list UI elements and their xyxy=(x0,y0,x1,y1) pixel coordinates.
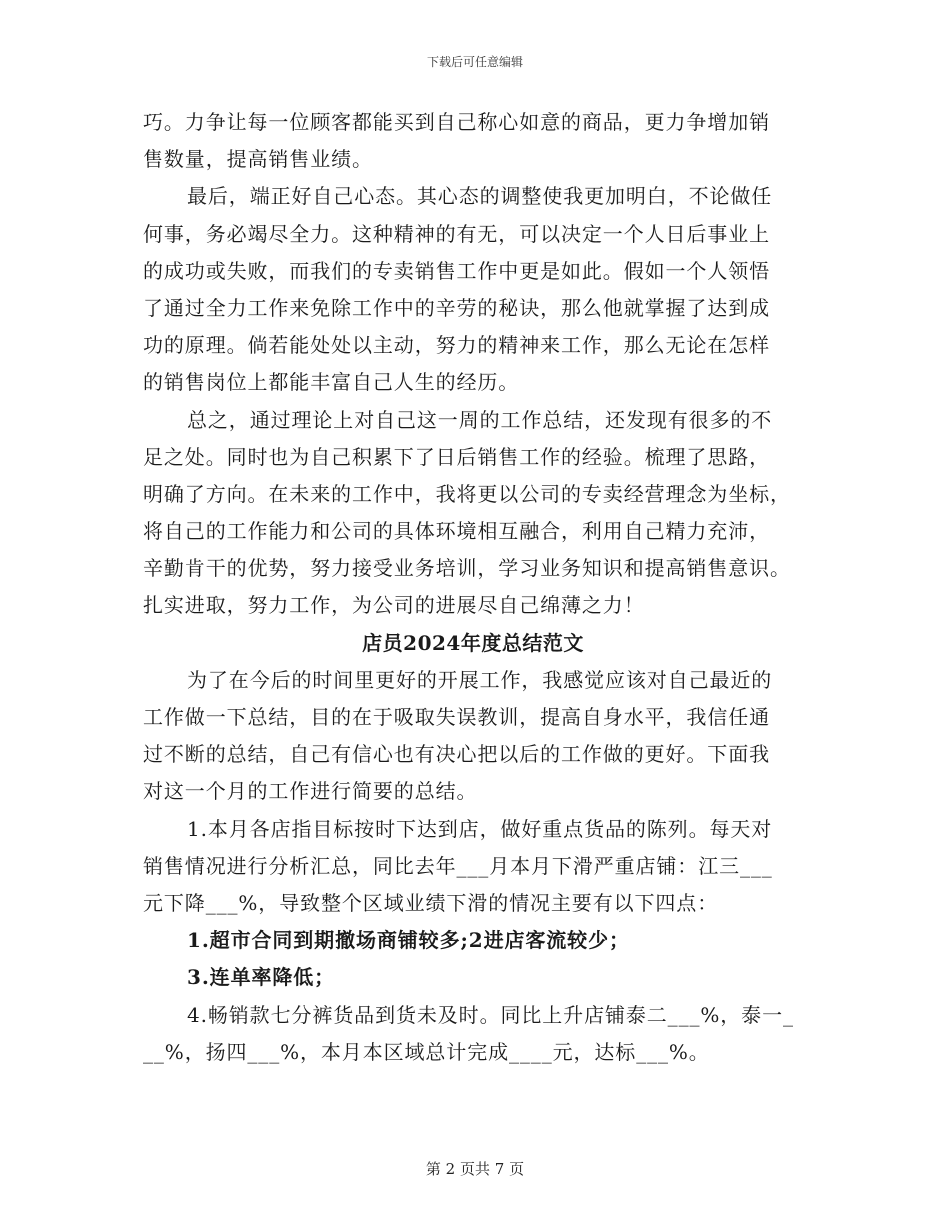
section-title: 店员2024年度总结范文 xyxy=(362,630,584,655)
list-item-bold: 3.连单率降低； xyxy=(187,965,336,990)
paragraph-line: 过不断的总结，自己有信心也有决心把以后的工作做的更好。下面我 xyxy=(143,742,770,767)
paragraph-line: 的销售岗位上都能丰富自己人生的经历。 xyxy=(143,370,520,395)
paragraph-line: 巧。力争让每一位顾客都能买到自己称心如意的商品，更力争增加销 xyxy=(143,110,770,134)
page-header: 下载后可任意编辑 xyxy=(426,55,523,69)
paragraph-line: 销售情况进行分析汇总，同比去年___月本月下滑严重店铺：江三___ xyxy=(143,853,773,878)
paragraph-line: 明确了方向。在未来的工作中，我将更以公司的专卖经营理念为坐标， xyxy=(143,481,791,506)
paragraph-line: 了通过全力工作来免除工作中的辛劳的秘诀，那么他就掌握了达到成 xyxy=(143,295,770,320)
paragraph-line: 工作做一下总结，目的在于吸取失误教训，提高自身水平，我信任通 xyxy=(143,705,770,729)
list-item-bold: 1.超市合同到期撤场商铺较多;2进店客流较少； xyxy=(187,928,630,953)
paragraph-line: 4.畅销款七分裤货品到货未及时。同比上升店铺泰二___%，泰一_ xyxy=(187,1002,794,1027)
paragraph-line: 辛勤肯干的优势，努力接受业务培训，学习业务知识和提高销售意识。 xyxy=(143,556,791,581)
paragraph-line: 扎实进取，努力工作，为公司的进展尽自己绵薄之力！ xyxy=(143,593,645,618)
paragraph-line: 足之处。同时也为自己积累下了日后销售工作的经验。梳理了思路， xyxy=(143,444,770,469)
document-body xyxy=(143,104,803,1071)
paragraph-line: 售数量，提高销售业绩。 xyxy=(143,147,373,172)
paragraph-line: 最后，端正好自己心态。其心态的调整使我更加明白，不论做任 xyxy=(187,184,773,209)
paragraph-line: 功的原理。倘若能处处以主动，努力的精神来工作，那么无论在怎样 xyxy=(143,333,770,358)
paragraph-line: 的成功或失败，而我们的专卖销售工作中更是如此。假如一个人领悟 xyxy=(143,258,770,283)
paragraph-line: 对这一个月的工作进行简要的总结。 xyxy=(143,779,478,804)
page-footer: 第 2 页共 7 页 xyxy=(425,1160,525,1178)
paragraph-line: __%，扬四___%，本月本区域总计完成____元，达标___%。 xyxy=(143,1039,710,1064)
paragraph-line: 将自己的工作能力和公司的具体环境相互融合，利用自己精力充沛， xyxy=(143,519,770,544)
paragraph-line: 为了在今后的时间里更好的开展工作，我感觉应该对自己最近的 xyxy=(187,667,773,692)
paragraph-line: 1.本月各店指目标按时下达到店，做好重点货品的陈列。每天对 xyxy=(187,816,773,841)
paragraph-line: 何事，务必竭尽全力。这种精神的有无，可以决定一个人日后事业上 xyxy=(143,221,770,246)
paragraph-line: 元下降___%，导致整个区域业绩下滑的情况主要有以下四点： xyxy=(143,890,719,915)
paragraph-line: 总之，通过理论上对自己这一周的工作总结，还发现有很多的不 xyxy=(187,407,773,432)
